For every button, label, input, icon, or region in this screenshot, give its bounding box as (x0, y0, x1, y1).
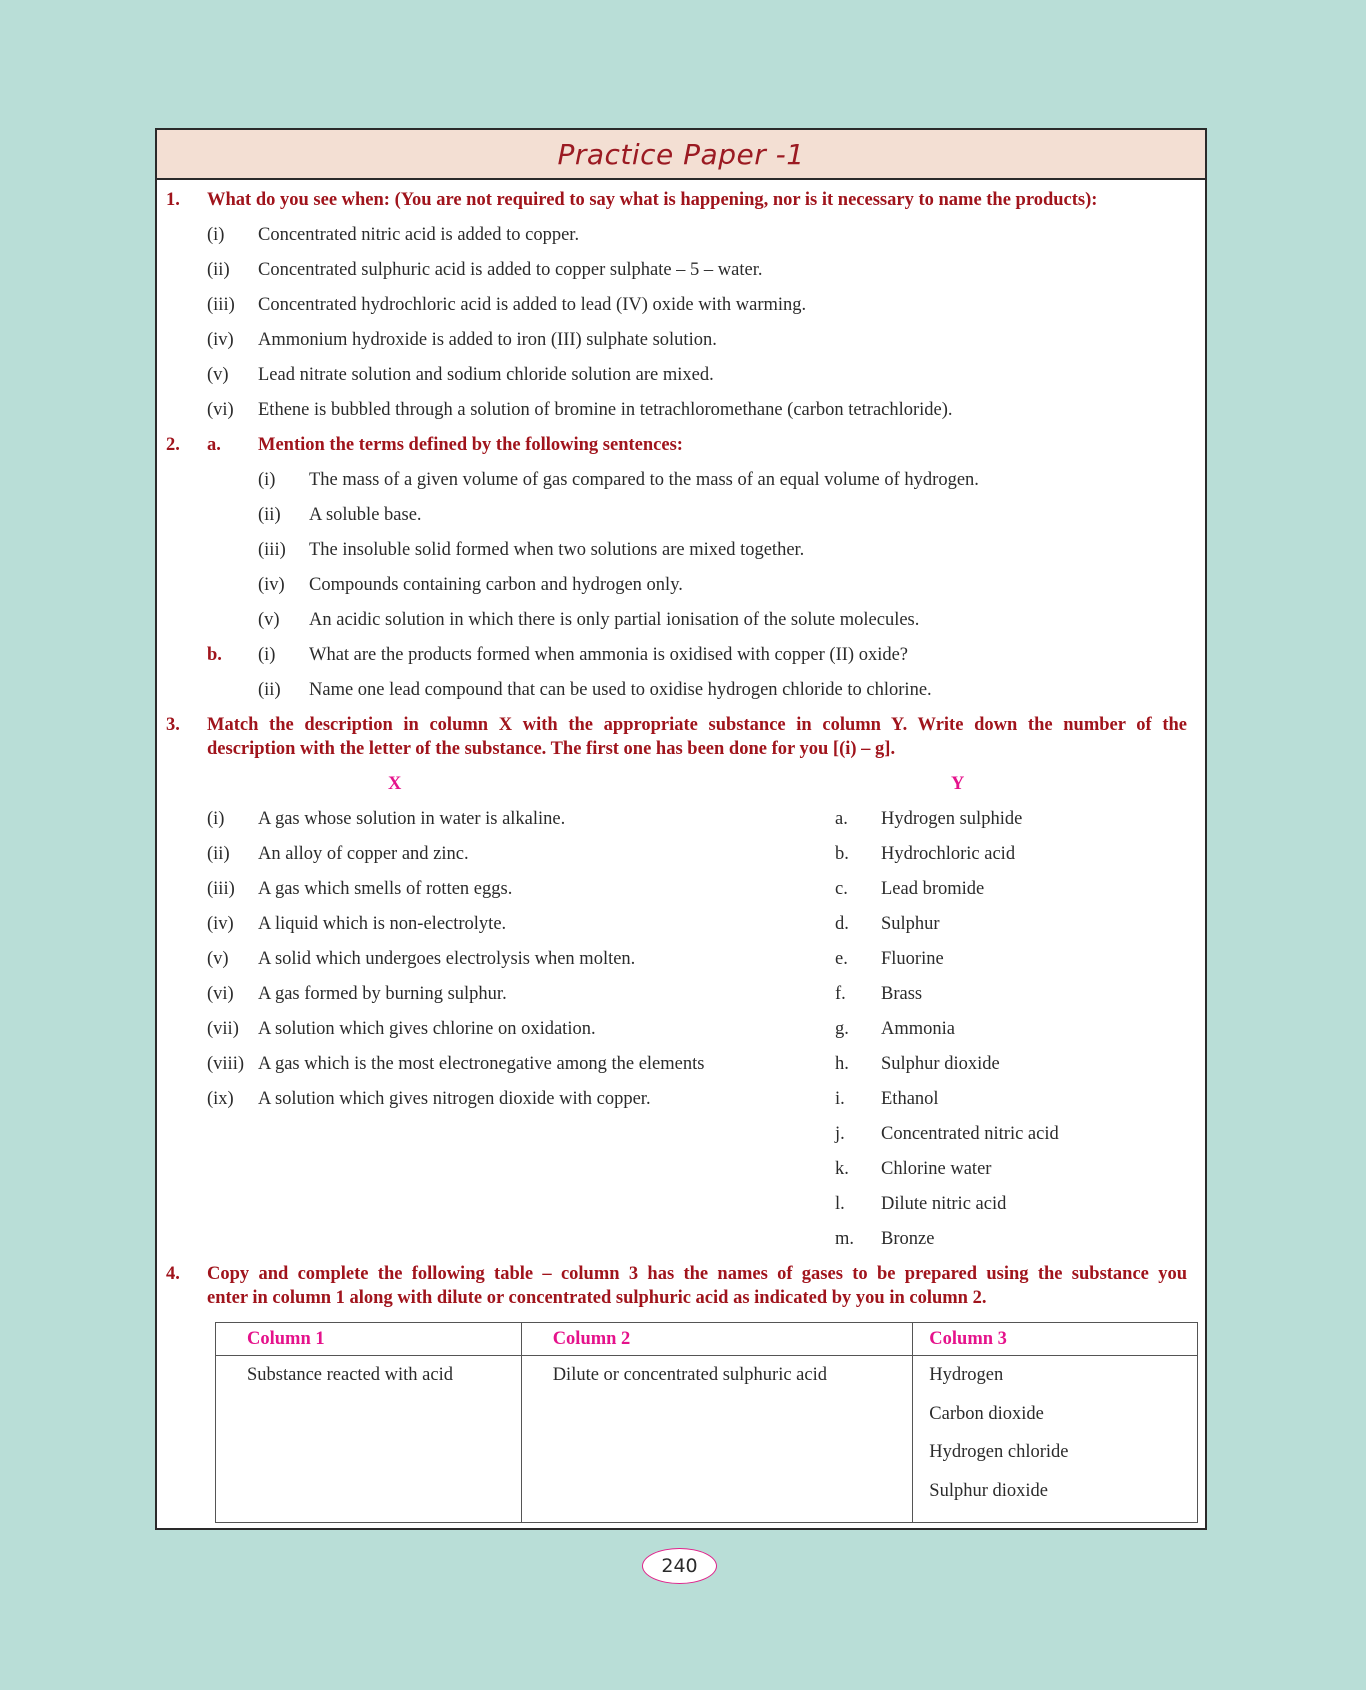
page-title: Practice Paper -1 (557, 137, 805, 171)
question-number: 1. (166, 190, 180, 210)
column-2-header: Column 2 (521, 1323, 913, 1356)
practice-paper-page: Practice Paper -1 1. What do you see when: (You are not required to say what is happening, nor is it necessary to name the products): (i) Concentrated nitric acid is added to copper. (ii) Concentrated sulphuric acid is added to copper sulphate – 5 – water. (iii) Concentrated hydrochloric acid is added to lead (IV) oxide with warming. (iv) Ammonium hydroxide is added to iron (III) sulphate solution. (v) Lead nitrate solution and sodium chloride solution are mixed. (vi) Ethene is bubbled through a solution of bromine in tetrachloromethane (carbon tetrachloride). 2. a. Mention the terms defined by the following sentences: (i) The mass of a given volume of gas compared to the mass of an equal volume of hydrogen. (ii) A soluble base. (iii) The insoluble solid formed when two solutions are mixed together. (iv) Compounds containing carbon and hydrogen only. (v) An acidic solution in which there is only partial ionisation of the solute molecules. b. (i) What are the products formed when ammonia is oxidised with copper (II) oxide? (ii) Name one lead compound that can be used to oxidise hydrogen chloride to chlorine. 3. Match the description in column X with the appropriate substance in column Y. Write down the number of the description with the letter of the substance. The first one has been done for you [(i) – g]. X Y (i) A gas whose solution in water is alkaline. (ii) An alloy of copper and zinc. (iii) A gas which smells of rotten eggs. (iv) A liquid which is non-electrolyte. (v) A solid which undergoes electrolysis when molten. (vi) A gas formed by burning sulphur. (vii) A solution which gives chlorine on oxidation. (viii) A gas which is the most electronegative among the elements (ix) A solution which gives nitrogen dioxide with copper. a. Hydrogen sulphide b. Hydrochloric acid c. Lead bromide d. Sulphur e. Fluorine f. Brass g. Ammonia h. Sulphur dioxide i. Ethanol j. Concentrated nitric acid k. Chlorine water l. Dilute nitric acid m. Bronze 4. Copy and complete the following table – column 3 has the names of gases to be prepared using the substance you enter in column 1 along with dilute or concentrated sulphuric acid as indicated by you in column 2. Column 1 Column 2 Column 3 Substance reacted with acid Dilute or concentrated sulphuric acid Hydrogen Carbon dioxide Hydrogen chloride Sulphur dioxide (155, 128, 1207, 1530)
gas-preparation-table (215, 1322, 1198, 1523)
column-1-cell: Substance reacted with acid (216, 1356, 522, 1523)
column-y-heading: Y (951, 774, 965, 794)
column-3-cell (913, 1356, 1198, 1523)
column-x-heading: X (388, 774, 402, 794)
column-2-cell: Dilute or concentrated sulphuric acid (521, 1356, 913, 1523)
gas-item: Carbon dioxide (929, 1403, 1044, 1424)
column-3-header: Column 3 (913, 1323, 1198, 1356)
question-number: 4. (166, 1264, 180, 1284)
column-1-header: Column 1 (216, 1323, 522, 1356)
page-number: 240 (661, 1555, 698, 1577)
gas-item: Sulphur dioxide (929, 1480, 1048, 1501)
gas-item: Hydrogen (929, 1365, 1004, 1385)
part-label: a. (207, 435, 221, 455)
gas-item: Hydrogen chloride (929, 1442, 1069, 1462)
question-text: What do you see when: (You are not required to say what is happening, nor is it necessary to name the products): (207, 190, 1098, 210)
question-text: enter in column 1 along with dilute or concentrated sulphuric acid as indicated by you in column 2. (207, 1288, 987, 1308)
table-row (216, 1356, 1198, 1523)
question-text: Match the description in column X with the appropriate substance in column Y. Write down the number of the (207, 715, 1187, 735)
question-text: Mention the terms defined by the following sentences: (258, 435, 683, 455)
question-text: description with the letter of the substance. The first one has been done for you [(i) – g]. (207, 739, 896, 759)
question-number: 2. (166, 435, 180, 455)
table-header-row (216, 1323, 1198, 1356)
question-text: Copy and complete the following table – column 3 has the names of gases to be prepared using the substance you (207, 1264, 1187, 1284)
part-label: b. (207, 645, 222, 665)
title-bar (157, 130, 1205, 180)
question-number: 3. (166, 715, 180, 735)
page-number-badge (642, 1548, 717, 1584)
